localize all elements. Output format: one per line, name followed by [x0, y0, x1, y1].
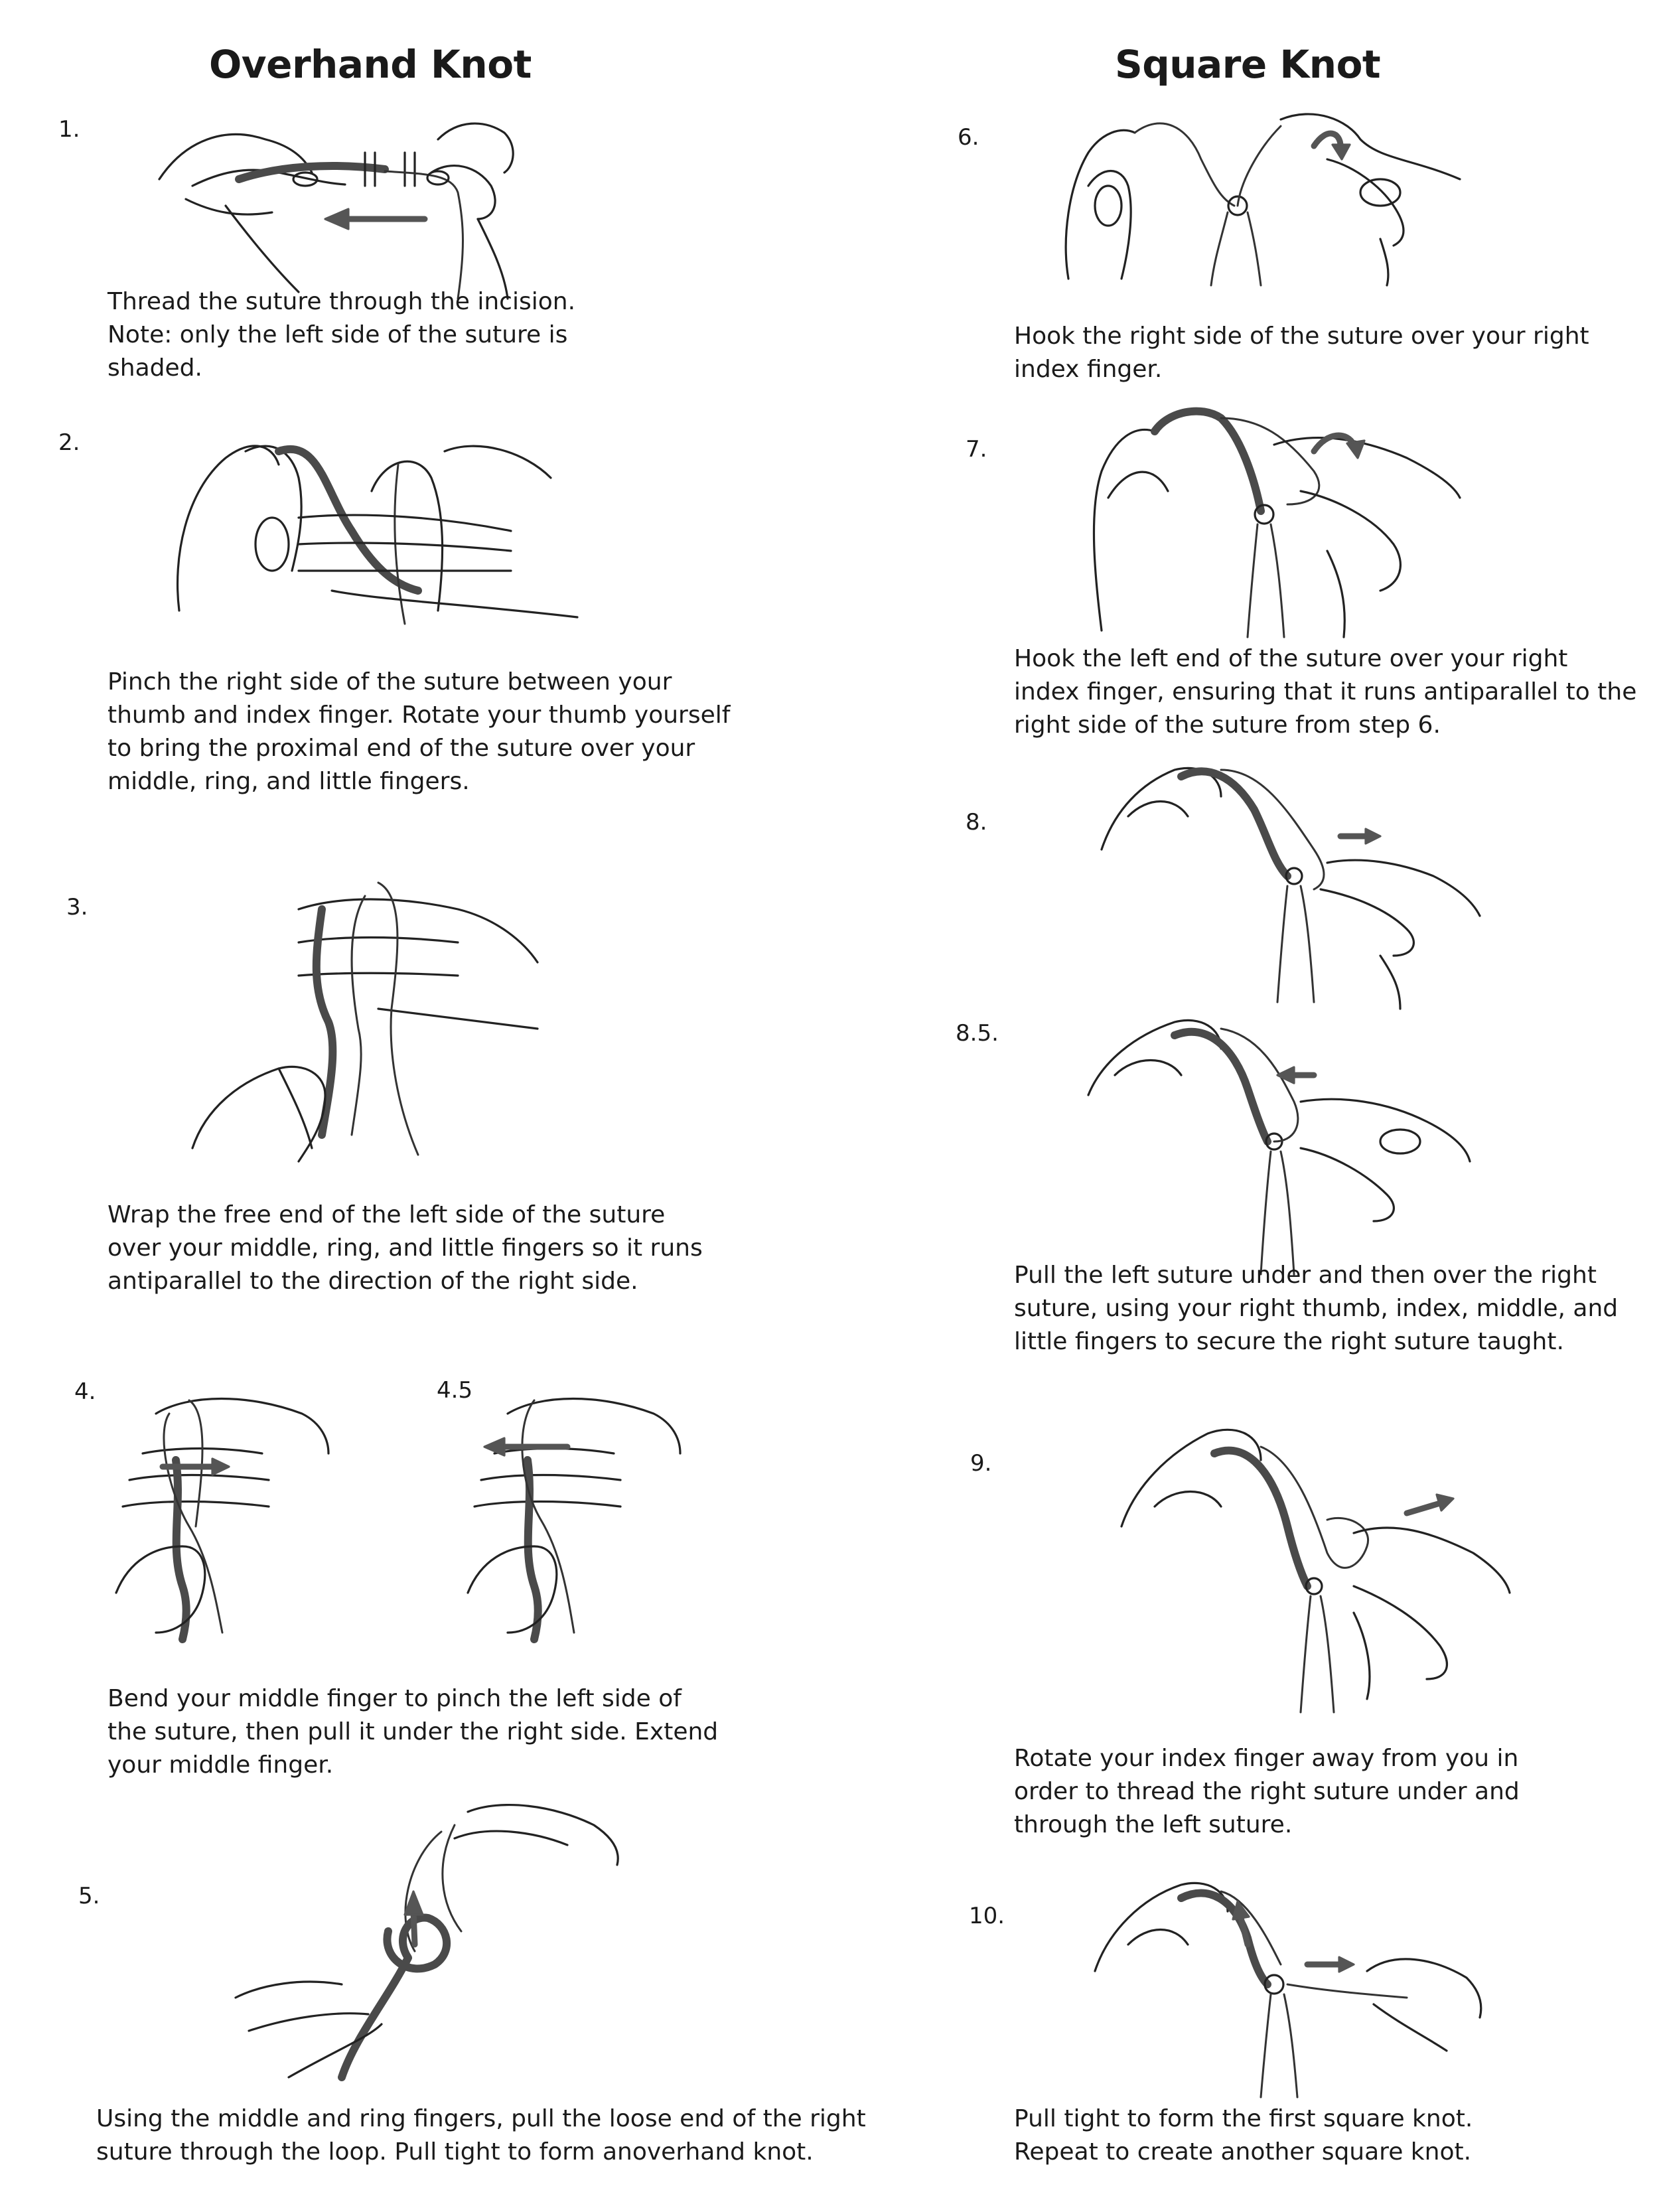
- step-6-illustration: [1062, 106, 1500, 285]
- step-8-illustration: [1088, 757, 1486, 1009]
- step-9-caption: Rotate your index finger away from you in order to thread the right suture under and through the left suture.: [1014, 1745, 1520, 1838]
- step-8-5-illustration: [1075, 1009, 1473, 1274]
- step-7-illustration: [1062, 392, 1473, 637]
- step-6-caption: Hook the right side of the suture over your right index finger.: [1014, 323, 1589, 383]
- step-5-illustration: [236, 1785, 634, 2091]
- step-4-5-illustration: [468, 1374, 687, 1639]
- overhand-knot-title: Overhand Knot: [209, 42, 532, 87]
- step-8-caption: Pull the left suture under and then over the right suture, using your right thumb, index, middle, and little fingers to secure the right suture taught.: [1014, 1262, 1619, 1355]
- step-9-illustration: [1115, 1420, 1513, 1712]
- step-4-number: 4.: [74, 1378, 96, 1405]
- step-2-number: 2.: [58, 429, 80, 456]
- step-10-illustration: [1088, 1872, 1486, 2097]
- step-10-caption: Pull tight to form the first square knot. Repeat to create another square knot.: [1014, 2105, 1473, 2166]
- square-knot-title: Square Knot: [1115, 42, 1381, 87]
- step-8-5-number: 8.5.: [956, 1020, 999, 1047]
- step-2-illustration: [166, 411, 591, 630]
- step-5-caption: Using the middle and ring fingers, pull the loose end of the right suture through the loop. Pull tight to form anoverhand knot.: [96, 2105, 866, 2166]
- step-1-number: 1.: [58, 116, 80, 143]
- step-4-5-number: 4.5: [437, 1377, 473, 1404]
- step-8-number: 8.: [966, 809, 987, 836]
- step-7-caption: Hook the left end of the suture over your right index finger, ensuring that it runs antiparallel to the right side of the suture from step 6.: [1014, 645, 1637, 739]
- step-5-number: 5.: [78, 1883, 100, 1909]
- step-2-caption: Pinch the right side of the suture between your thumb and index finger. Rotate your thumb yourself to bring the proximal end of the suture over your middle, ring, and little fingers.: [108, 668, 731, 795]
- step-3-illustration: [179, 856, 551, 1168]
- step-6-number: 6.: [958, 124, 979, 151]
- step-9-number: 9.: [970, 1450, 992, 1477]
- step-3-caption: Wrap the free end of the left side of the suture over your middle, ring, and little fingers so it runs antiparallel to the direction of the right side.: [108, 1201, 703, 1295]
- step-1-caption: Thread the suture through the incision. Note: only the left side of the suture is shaded.: [108, 288, 576, 382]
- step-7-number: 7.: [966, 436, 987, 463]
- step-4-illustration: [116, 1374, 335, 1639]
- step-3-number: 3.: [66, 894, 88, 921]
- step-1-illustration: [146, 100, 518, 299]
- step-10-number: 10.: [969, 1903, 1005, 1929]
- step-4-caption: Bend your middle finger to pinch the left side of the suture, then pull it under the right side. Extend your middle finger.: [108, 1685, 719, 1779]
